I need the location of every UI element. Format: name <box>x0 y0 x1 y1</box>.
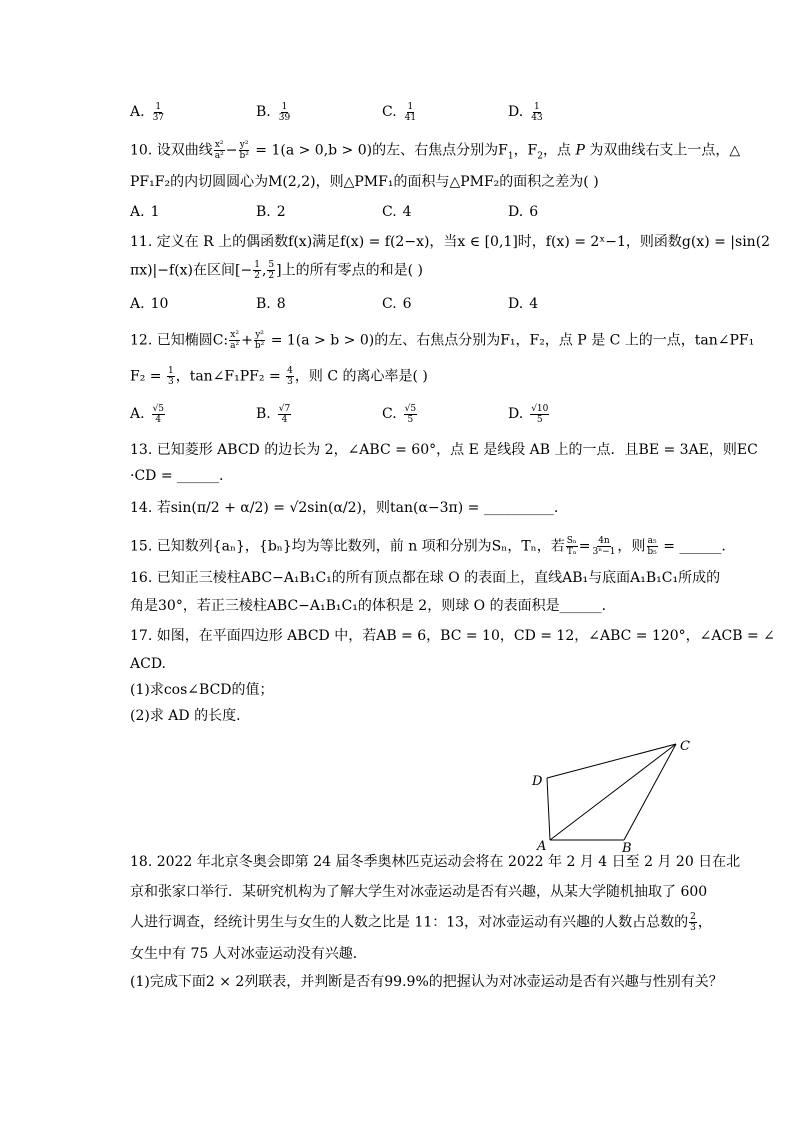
q14-line: 14. 若sin(π/2 + α/2) = √2sin(α/2)，则tan(α−3π) = __________. <box>130 500 559 516</box>
q11-option-a[interactable]: A. 10 <box>130 296 169 312</box>
q9-options <box>130 98 650 126</box>
q10-option-d[interactable]: D. 6 <box>508 204 539 220</box>
vertex-label-b: B <box>622 841 632 855</box>
q11-line-2: πx)|−f(x)在区间[− $\frac{1}{2}$ , $\frac{5}{2}$ ]上的所有零点的和是( ) <box>130 260 423 281</box>
q12-options <box>130 400 650 428</box>
q18-subquestion-1: (1)完成下面2 × 2列联表，并判断是否有99.9%的把握认为对冰壶运动是否有兴趣与性别有关？ <box>130 974 723 990</box>
q10-options <box>130 198 650 226</box>
edge-bc <box>624 744 676 840</box>
q10-option-a[interactable]: A. 1 <box>130 204 160 220</box>
vertex-label-d: D <box>532 774 543 789</box>
vertex-label-a: A <box>537 839 547 854</box>
q12-line-2: F₂ = $\frac{1}{3}$ ，tan∠F₁PF₂ = $\frac{4}{3}$ ，则 C 的离心率是( ) <box>130 366 428 387</box>
q16-line-1: 16. 已知正三棱柱ABC−A₁B₁C₁的所有顶点都在球 O 的表面上，直线AB₁与底面A₁B₁C₁所成的 <box>130 570 721 586</box>
q15-line: 15. 已知数列{aₙ}，{bₙ}均为等比数列，前 n 项和分别为Sₙ，Tₙ，若 $\frac{\text{Sₙ}}{\text{Tₙ}}$ = $\frac{4n}{\text{3ⁿ−1}}$ ，则 $\frac{\text{a₅}}{\text{b₅}}$ = ______. <box>130 536 726 557</box>
q10-option-b[interactable]: B. 2 <box>256 204 286 220</box>
q11-line-1: 11. 定义在 R 上的偶函数f(x)满足f(x) = f(2−x)，当x ∈ [0,1]时，f(x) = 2ˣ−1，则函数g(x) = |sin(2 <box>130 234 771 250</box>
q13-line-2: ·CD = ______. <box>130 468 224 484</box>
q11-options <box>130 290 650 318</box>
q10-option-c[interactable]: C. 4 <box>382 204 412 220</box>
quadrilateral-figure <box>520 730 700 855</box>
q18-line-2: 京和张家口举行．某研究机构为了解大学生对冰壶运动是否有兴趣，从某大学随机抽取了 600 <box>130 884 708 900</box>
q11-option-b[interactable]: B. 8 <box>256 296 286 312</box>
q12-option-d[interactable]: D. $\frac{√10}{5}$ <box>508 403 549 425</box>
vertex-label-c: C <box>680 739 690 754</box>
q18-line-3: 人进行调查，经统计男生与女生的人数之比是 11：13，对冰壶运动有兴趣的人数占总数的 $\frac{2}{3}$ ， <box>130 912 712 933</box>
q18-line-4: 女生中有 75 人对冰壶运动没有兴趣． <box>130 946 367 962</box>
q18-line-1: 18. 2022 年北京冬奥会即第 24 届冬季奥林匹克运动会将在 2022 年 2 月 4 日至 2 月 20 日在北 <box>130 854 741 870</box>
q11-option-d[interactable]: D. 4 <box>508 296 539 312</box>
q16-line-2: 角是30°，若正三棱柱ABC−A₁B₁C₁的体积是 2，则球 O 的表面积是______. <box>130 598 607 614</box>
q17-subquestion-1: (1)求cos∠BCD的值； <box>130 682 274 698</box>
q17-line-2: ACD. <box>130 656 166 672</box>
q10-line-1: 10. 设双曲线 $\frac{\text{x²}}{\text{a²}}$ − $\frac{\text{y²}}{\text{b²}}$ = 1(a > 0,b > 0)的左、右焦点分别为$F_1$，$F_2$，点 P 为双曲线右支上一点，△ <box>130 140 741 162</box>
q13-line-1: 13. 已知菱形 ABCD 的边长为 2，∠ABC = 60°，点 E 是线段 AB 上的一点．且BE = 3AE，则EC <box>130 442 758 458</box>
q11-option-c[interactable]: C. 6 <box>382 296 412 312</box>
q12-line-1: 12. 已知椭圆C: $\frac{\text{x²}}{\text{a²}}$ + $\frac{\text{y²}}{\text{b²}}$ = 1(a > b > 0)的左、右焦点分别为F₁，F₂，点 P 是 C 上的一点，tan∠PF₁ <box>130 330 755 351</box>
q9-option-b[interactable]: B. $\frac{1}{39}$ <box>256 101 291 123</box>
q10-line-2: PF₁F₂的内切圆圆心为M(2,2)，则△PMF₁的面积与△PMF₂的面积之差为( ) <box>130 174 599 190</box>
q9-option-a[interactable]: A. $\frac{1}{37}$ <box>130 101 165 123</box>
q9-option-d[interactable]: D. $\frac{1}{43}$ <box>508 101 543 123</box>
edge-da <box>547 778 550 840</box>
q12-option-a[interactable]: A. $\frac{√5}{4}$ <box>130 403 165 425</box>
q9-option-c[interactable]: C. $\frac{1}{41}$ <box>382 101 417 123</box>
q12-option-c[interactable]: C. $\frac{√5}{5}$ <box>382 403 417 425</box>
q17-subquestion-2: (2)求 AD 的长度． <box>130 708 251 724</box>
q12-option-b[interactable]: B. $\frac{√7}{4}$ <box>256 403 291 425</box>
diagonal-ac <box>550 744 676 840</box>
edge-cd <box>547 744 676 778</box>
q17-line-1: 17. 如图，在平面四边形 ABCD 中，若AB = 6，BC = 10，CD = 12，∠ABC = 120°，∠ACB = ∠ <box>130 628 775 644</box>
